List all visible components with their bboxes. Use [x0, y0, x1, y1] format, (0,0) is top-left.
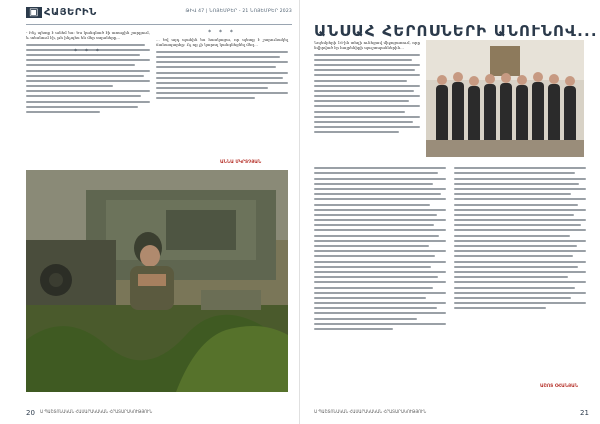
right-page — [300, 0, 600, 424]
left-footer: Ա ՊԱՇՏՈՆԱԿԱՆ ՀԱՍԱՐԱԿԱԿԱՆ ՀՐԱՏԱՐԱԿՈՒԹՅՈՒՆ — [40, 409, 153, 414]
right-column-1-top — [314, 40, 420, 137]
issue-line: ԹԻՎ 47 | ՆՈՅԵՄԲԵՐ - 21 ՆՈՅԵՄԲԵՐ 2023 — [185, 9, 292, 14]
right-footer: Ա ՊԱՇՏՈՆԱԿԱՆ ՀԱՍԱՐԱԿԱԿԱՆ ՀՐԱՏԱՐԱԿՈՒԹՅՈՒՆ — [314, 409, 427, 414]
col1-intro: - Ինչ պետք է անեմ ես։ Ես կանգնած էի առաջին շարքում, և տեսնում էի, թե ինչպես են մեր տղաները... — [26, 30, 150, 41]
soldier-photo-graphic — [26, 170, 288, 392]
right-author: ԱՇՈՏ ՕՀԱՆՅԱՆ — [540, 384, 579, 389]
section-title: ▣ ՀԱՅԵՐԻՆ — [26, 7, 97, 18]
section-divider-stars: * * * — [208, 29, 236, 36]
right-column-1-bottom — [314, 164, 446, 333]
header-rule — [26, 24, 292, 25]
right-column-2-bottom — [454, 164, 586, 312]
left-author: ԱՆՆԱ ՄԿՐՏՉՅԱՆ — [220, 160, 262, 165]
right-page-number: 21 — [580, 409, 589, 417]
left-column-1 — [26, 30, 150, 116]
soldier-photo — [26, 170, 288, 392]
article-headline: ԱՆՍԱՀ ՀԵՐՈՍՆԵՐԻ ԱՆՈՒՆՈՎ... — [314, 22, 598, 40]
left-column-2 — [156, 30, 288, 103]
section-divider-stars-left: * * * — [74, 48, 102, 55]
left-page-number: 20 — [26, 409, 35, 417]
col2-intro: ... Եվ այդ պահին ես հասկացա, որ պետք է շարունակել ճանապարհը։ Ոչ ոք չի կարող կանգնեցնել մեզ... — [156, 37, 288, 48]
article-lead: Նոյեմբերի 16-ին տեղի ունեցավ միջոցառում, որը նվիրված էր հայրենիքի պաշտպաններին... — [314, 40, 420, 51]
group-photo-graphic — [426, 40, 584, 157]
group-photo — [426, 40, 584, 157]
